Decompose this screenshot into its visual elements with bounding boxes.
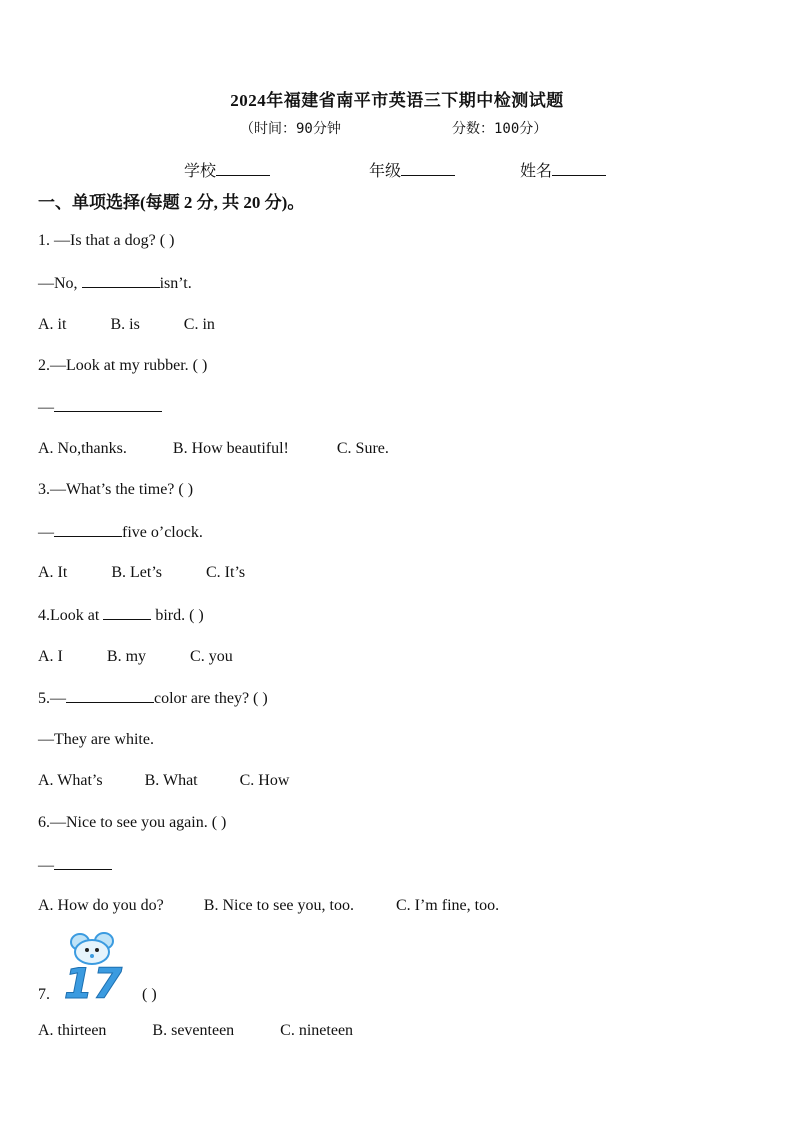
question-4-stem: 4.Look at bird. ( ): [38, 607, 204, 624]
exam-time: （时间：90分钟: [240, 121, 341, 137]
option-c[interactable]: C. It’s: [206, 564, 246, 581]
question-2-options: [38, 440, 389, 458]
question-5-stem: 5.— color are they? ( ): [38, 690, 268, 707]
option-a[interactable]: A. How do you do?: [38, 897, 164, 914]
section-title: 一、单项选择(每题 2 分, 共 20 分)。: [38, 193, 305, 212]
option-c[interactable]: C. Sure.: [336, 440, 389, 457]
option-b[interactable]: B. What: [144, 772, 198, 789]
answer-blank[interactable]: [66, 689, 154, 703]
question-3-stem: 3.—What’s the time? ( ): [38, 481, 194, 498]
grade-label: 年级: [369, 163, 402, 180]
option-a[interactable]: A. thirteen: [38, 1022, 107, 1039]
school-field: [184, 158, 270, 181]
option-a[interactable]: A. No,thanks.: [38, 440, 127, 457]
school-blank[interactable]: [216, 161, 270, 176]
question-7-number: 7.: [38, 986, 50, 1003]
answer-blank[interactable]: [82, 274, 160, 288]
option-c[interactable]: C. nineteen: [280, 1022, 354, 1039]
page-title: 2024年福建省南平市英语三下期中检测试题: [230, 91, 564, 110]
question-5-options: [38, 772, 289, 790]
question-7-options: [38, 1022, 353, 1040]
answer-blank[interactable]: [54, 398, 162, 412]
name-field: [520, 158, 606, 181]
option-a[interactable]: A. It: [38, 564, 68, 581]
question-1-answer-line: —No, isn’t.: [38, 275, 192, 292]
mouse-eye: [85, 948, 89, 952]
option-b[interactable]: B. is: [110, 316, 140, 333]
option-a[interactable]: A. it: [38, 316, 67, 333]
question-7-paren: ( ): [142, 986, 157, 1003]
exam-score: 分数：100分）: [452, 121, 548, 137]
name-blank[interactable]: [552, 161, 606, 176]
name-label: 姓名: [520, 163, 553, 180]
question-3-options: [38, 564, 245, 582]
answer-blank[interactable]: [54, 523, 122, 537]
question-5-reply: —They are white.: [38, 731, 154, 748]
question-4-options: [38, 648, 233, 666]
grade-blank[interactable]: [401, 161, 455, 176]
question-6-answer-line: —: [38, 856, 112, 875]
option-b[interactable]: B. Nice to see you, too.: [203, 897, 354, 914]
option-c[interactable]: C. How: [239, 772, 290, 789]
question-2-stem: 2.—Look at my rubber. ( ): [38, 357, 208, 374]
mouse-eye: [95, 948, 99, 952]
option-a[interactable]: A. What’s: [38, 772, 103, 789]
option-b[interactable]: B. my: [106, 648, 147, 665]
picture-number: 17: [63, 959, 123, 1002]
option-b[interactable]: B. Let’s: [111, 564, 162, 581]
question-3-answer-line: — five o’clock.: [38, 524, 203, 541]
mouse-number-picture: [54, 932, 132, 1002]
question-1-stem: 1. —Is that a dog? ( ): [38, 232, 175, 249]
option-c[interactable]: C. you: [190, 648, 233, 665]
answer-blank[interactable]: [103, 606, 151, 620]
option-a[interactable]: A. I: [38, 648, 63, 665]
question-2-answer-line: —: [38, 398, 162, 417]
question-1-options: [38, 316, 215, 334]
grade-field: [369, 158, 455, 181]
option-b[interactable]: B. How beautiful!: [172, 440, 289, 457]
option-b[interactable]: B. seventeen: [152, 1022, 235, 1039]
answer-blank[interactable]: [54, 856, 112, 870]
option-c[interactable]: C. I’m fine, too.: [395, 897, 500, 914]
option-c[interactable]: C. in: [183, 316, 215, 333]
question-6-stem: 6.—Nice to see you again. ( ): [38, 814, 227, 831]
school-label: 学校: [184, 163, 217, 180]
mouse-nose: [90, 954, 94, 958]
question-6-options: [38, 897, 499, 915]
